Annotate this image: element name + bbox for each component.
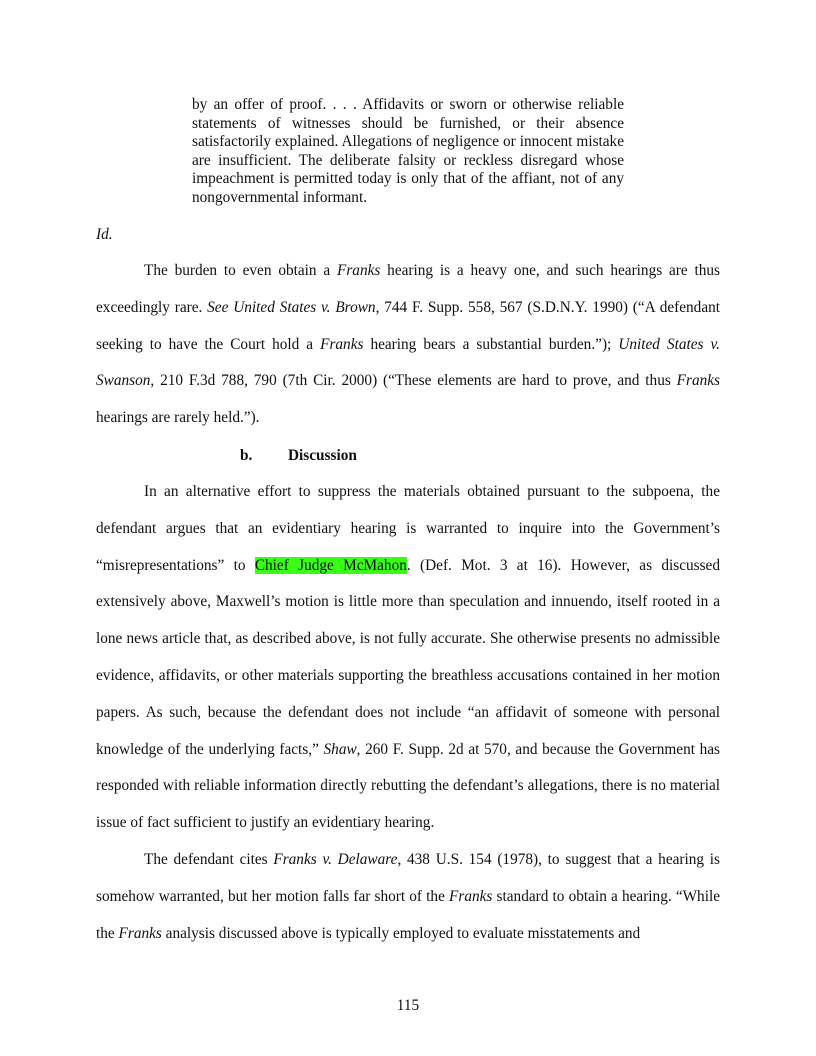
- text-run: , 744 F. Supp. 558, 567 (S.D.N.Y. 1990) (“A defendant seeking to have the Court hold a: [96, 298, 721, 353]
- case-citation: See United States v. Brown: [207, 298, 376, 316]
- id-citation: Id.: [96, 226, 113, 243]
- paragraph-franks: [96, 842, 720, 952]
- paragraph-burden: [96, 253, 720, 437]
- case-citation: Franks v. Delaware: [273, 851, 398, 868]
- text-run: , 260 F. Supp. 2d at 570, and because the Government has responded with reliable information directly rebutting the defendant’s allegations, there is no material issue of fact sufficient to justify an evidentiary hearing.: [96, 740, 720, 832]
- highlighted-text: Chief Judge McMahon: [254, 556, 407, 574]
- case-name: Franks: [449, 887, 493, 905]
- text-run: standard to obtain a hearing. “While the: [96, 887, 720, 942]
- text-run: The defendant cites: [144, 851, 274, 868]
- page-number: 115: [396, 997, 420, 1014]
- section-number: b.: [240, 447, 253, 464]
- block-quote-text: by an offer of proof. . . . Affidavits or sworn or otherwise reliable statements of witnesses should be furnished, or their absence satisfactorily explained. Allegations of negligence or innocent mistake are insufficient. The deliberate falsity or reckless disregard whose impeachment is permitted today is only that of the affiant, not of any nongovernmental informant.: [192, 96, 624, 206]
- case-name: Franks: [337, 262, 381, 279]
- case-citation: United States v. Swanson: [96, 335, 720, 390]
- text-run: The burden to even obtain a: [144, 262, 337, 279]
- text-run: hearings are rarely held.”).: [96, 409, 260, 427]
- text-run: , 210 F.3d 788, 790 (7th Cir. 2000) (“These elements are hard to prove, and thus: [150, 372, 677, 390]
- case-name: Franks: [118, 924, 162, 942]
- paragraph-discussion: [96, 474, 720, 842]
- text-run: analysis discussed above is typically employed to evaluate misstatements and: [161, 924, 641, 942]
- text-run: hearing bears a substantial burden.”);: [363, 335, 619, 353]
- case-name: Shaw: [323, 740, 357, 758]
- text-run: hearing is a heavy one, and such hearings are thus exceedingly rare.: [96, 262, 720, 316]
- section-title: Discussion: [288, 447, 357, 464]
- section-heading: [240, 447, 357, 465]
- text-run: , 438 U.S. 154 (1978), to suggest that a hearing is somehow warranted, but her motion falls far short of the: [96, 851, 720, 905]
- case-name: Franks: [676, 372, 720, 390]
- text-run: In an alternative effort to suppress the materials obtained pursuant to the subpoena, the defendant argues that an evidentiary hearing is warranted to inquire into the Government’s “misrepresentations” to: [96, 483, 720, 574]
- block-quote: [192, 96, 624, 208]
- case-name: Franks: [320, 335, 364, 353]
- text-run: . (Def. Mot. 3 at 16). However, as discussed extensively above, Maxwell’s motion is little more than speculation and innuendo, itself rooted in a lone news article that, as described above, is not fully accurate. She otherwise presents no admissible evidence, affidavits, or other materials supporting the breathless accusations contained in her motion papers. As such, because the defendant does not include “an affidavit of someone with personal knowledge of the underlying facts,”: [96, 556, 720, 758]
